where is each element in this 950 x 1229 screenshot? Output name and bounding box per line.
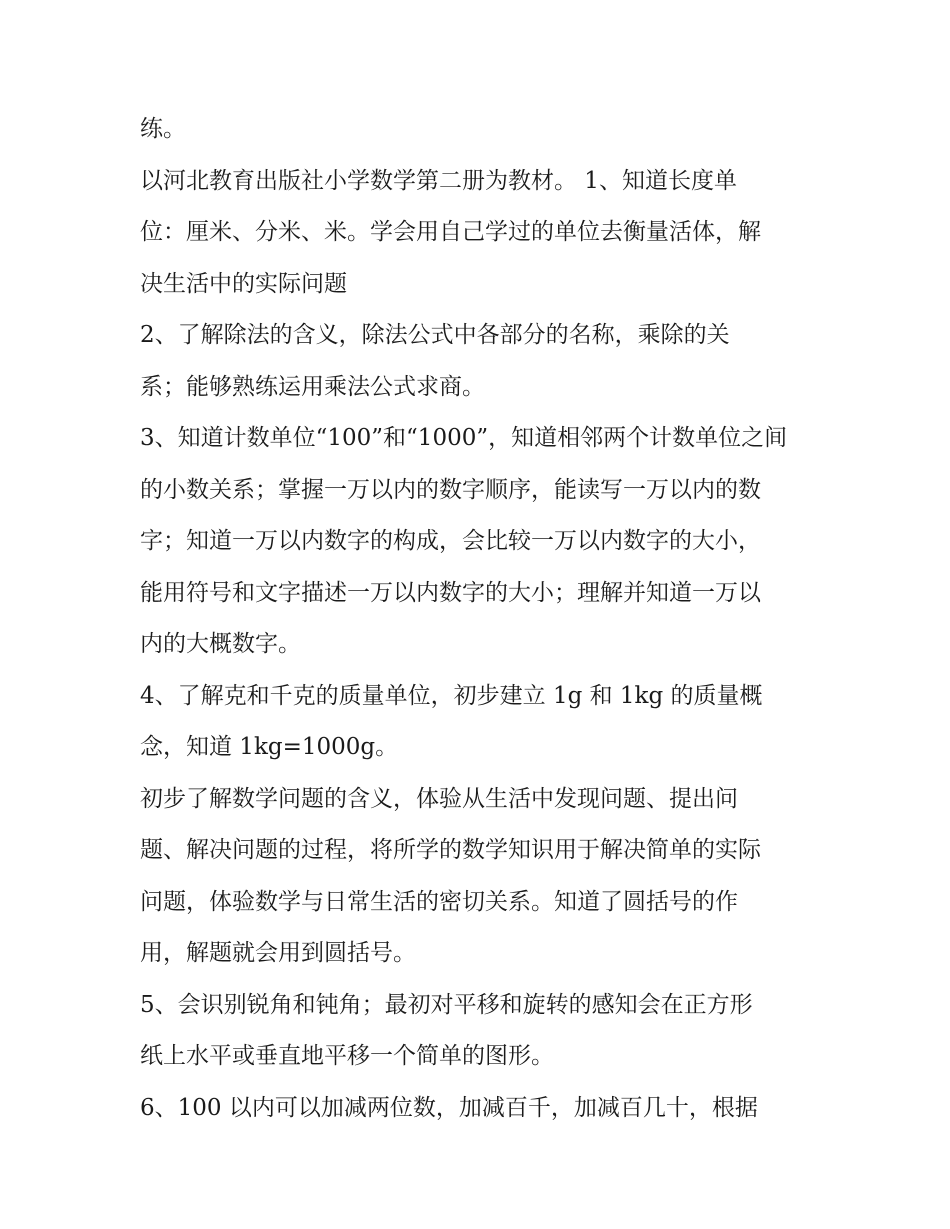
text-line: 位：厘米、分米、米。学会用自己学过的单位去衡量活体，解 xyxy=(140,219,761,245)
text-line: 3、知道计数单位“100”和“1000”，知道相邻两个计数单位之间 xyxy=(140,425,788,451)
text-line: 念，知道 1kg=1000g。 xyxy=(140,734,399,760)
paragraph-item-2 xyxy=(140,310,820,413)
text-line: 5、会识别锐角和钝角；最初对平移和旋转的感知会在正方形 xyxy=(140,991,753,1018)
paragraph-continuation xyxy=(140,104,820,156)
text-line: 问题，体验数学与日常生活的密切关系。知道了圆括号的作 xyxy=(140,888,738,915)
text-line: 决生活中的实际问题 xyxy=(140,270,347,297)
text-line: 系；能够熟练运用乘法公式求商。 xyxy=(140,373,485,400)
text-line: 4、了解克和千克的质量单位，初步建立 1g 和 1kg 的质量概 xyxy=(140,682,763,709)
text-line: 内的大概数字。 xyxy=(140,631,301,657)
document-body xyxy=(140,104,820,1134)
text-line: 初步了解数学问题的含义，体验从生活中发现问题、提出问 xyxy=(140,785,738,812)
text-line: 题、解决问题的过程，将所学的数学知识用于解决简单的实际 xyxy=(140,837,761,863)
text-line: 以河北教育出版社小学数学第二册为教材。 1、知道长度单 xyxy=(140,167,737,194)
paragraph-item-5 xyxy=(140,980,820,1083)
paragraph-problem-solving xyxy=(140,774,820,980)
text-line: 6、100 以内可以加减两位数，加减百千，加减百几十，根据 xyxy=(140,1094,758,1121)
text-line: 2、了解除法的含义，除法公式中各部分的名称，乘除的关 xyxy=(140,322,730,348)
paragraph-item-6 xyxy=(140,1083,820,1135)
text-line: 能用符号和文字描述一万以内数字的大小；理解并知道一万以 xyxy=(140,579,761,606)
paragraph-item-3 xyxy=(140,413,820,671)
paragraph-item-4 xyxy=(140,671,820,774)
text-line: 用，解题就会用到圆括号。 xyxy=(140,940,416,966)
text-line: 字；知道一万以内数字的构成，会比较一万以内数字的大小， xyxy=(140,528,761,554)
paragraph-textbook-item-1 xyxy=(140,156,820,311)
text-line: 的小数关系；掌握一万以内的数字顺序，能读写一万以内的数 xyxy=(140,476,761,503)
text-line: 练。 xyxy=(140,116,186,142)
text-line: 纸上水平或垂直地平移一个简单的图形。 xyxy=(140,1043,554,1069)
